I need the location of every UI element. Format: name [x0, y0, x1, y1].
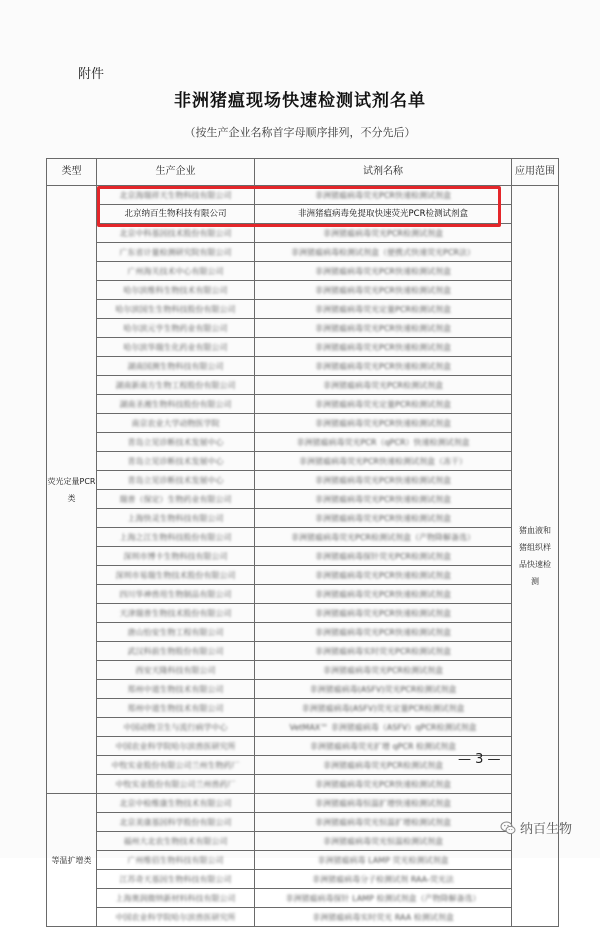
company-name: 湖南圣湘生物科技股份有限公司 [119, 399, 232, 409]
company-name: 北京海瑞祥天生物科技有限公司 [119, 190, 232, 200]
reagent-name: 非洲猪瘟病毒荧光PCR快速检测试剂盒 [315, 190, 451, 200]
reagent-name: 非洲猪瘟病毒探针荧光PCR检测试剂盒 [315, 551, 451, 561]
company-name: 上海奥润微纳新材料科技有限公司 [115, 893, 236, 903]
company-name: 北京美康基因科学股份有限公司 [119, 817, 232, 827]
company-cell [97, 851, 255, 870]
company-name: 青岛立见诊断技术发展中心 [127, 456, 224, 466]
table-row [47, 604, 559, 623]
reagent-cell [255, 376, 512, 395]
company-cell [97, 262, 255, 281]
reagent-name: 非洲猪瘟病毒荧光PCR快速检测试剂盒 [315, 342, 451, 352]
company-cell [97, 319, 255, 338]
table-row [47, 376, 559, 395]
table-body [47, 186, 559, 927]
document-subtitle: （按生产企业名称首字母顺序排列，不分先后） [184, 126, 416, 139]
company-cell [97, 357, 255, 376]
reagent-name: 非洲猪瘟病毒荧光PCR快速检测试剂盒 [315, 779, 451, 789]
reagent-cell [255, 281, 512, 300]
reagent-cell [255, 623, 512, 642]
reagent-name: 非洲猪瘟病毒检测试剂盒（便携式快速荧光PCR法） [291, 247, 475, 257]
table-row [47, 680, 559, 699]
company-name: 西安天隆科技有限公司 [135, 665, 216, 675]
watermark [500, 818, 572, 837]
table-row [47, 490, 559, 509]
company-name: 郑州中道生物技术有限公司 [127, 684, 224, 694]
reagent-cell [255, 395, 512, 414]
table-row [47, 794, 559, 813]
company-name: 瑞普（保定）生物药业有限公司 [119, 494, 232, 504]
reagent-name: 非洲猪瘟病毒荧光PCR快速检测试剂盒 [315, 627, 451, 637]
reagent-cell [255, 452, 512, 471]
company-name: 江苏奇天基因生物科技有限公司 [119, 874, 232, 884]
table-row [47, 547, 559, 566]
watermark-text: 纳百生物 [520, 822, 573, 837]
reagent-cell [255, 433, 512, 452]
company-cell [97, 813, 255, 832]
header-reagent: 试剂名称 [255, 159, 512, 186]
table-row [47, 395, 559, 414]
reagent-name: 非洲猪瘟病毒荧光PCR检测试剂盒 [323, 665, 443, 675]
company-name: 福州大北农生物技术有限公司 [123, 836, 228, 846]
table-row [47, 433, 559, 452]
company-name: 北京中检维康生物技术有限公司 [119, 798, 232, 808]
reagent-cell [255, 642, 512, 661]
reagent-cell [255, 262, 512, 281]
reagent-cell [255, 338, 512, 357]
reagent-cell [255, 319, 512, 338]
company-cell [97, 794, 255, 813]
company-cell [97, 471, 255, 490]
reagent-cell [255, 699, 512, 718]
table-row [47, 661, 559, 680]
company-name: 青岛立见诊断技术发展中心 [127, 475, 224, 485]
reagent-name: 非洲猪瘟病毒(ASFV)荧光定量PCR检测试剂盒 [301, 703, 465, 713]
table-row [47, 889, 559, 908]
table-row [47, 623, 559, 642]
reagent-name: 非洲猪瘟病毒分子检测试剂 RAA-荧光法 [312, 874, 454, 884]
table-row [47, 585, 559, 604]
company-name: 湖南国测生物科技有限公司 [127, 361, 224, 371]
company-name: 深圳市易瑞生物技术股份有限公司 [115, 570, 236, 580]
header-type: 类型 [47, 159, 97, 186]
type-cell: 等温扩增类 [47, 794, 97, 927]
reagent-cell [255, 585, 512, 604]
reagent-name: 非洲猪瘟病毒荧光PCR检测试剂盒 [323, 228, 443, 238]
reagent-name: 非洲猪瘟病毒荧光PCR快速检测试剂盒 [315, 475, 451, 485]
table-row [47, 870, 559, 889]
reagent-cell [255, 604, 512, 623]
table-row [47, 699, 559, 718]
company-name: 四川华神兽用生物制品有限公司 [119, 589, 232, 599]
scope-cell: 猪血液和猪组织样品快速检测 [512, 186, 559, 927]
reagent-cell [255, 414, 512, 433]
reagent-name: 非洲猪瘟病毒荧光PCR快速检测试剂盒 [315, 285, 451, 295]
company-name: 哈尔滨华瑞生化药业有限公司 [123, 342, 228, 352]
table-row [47, 642, 559, 661]
reagent-name: 非洲猪瘟病毒免提取快速荧光PCR检测试剂盒 [298, 209, 468, 219]
table-row [47, 262, 559, 281]
table-row [47, 243, 559, 262]
company-cell [97, 756, 255, 775]
company-cell [97, 585, 255, 604]
reagent-name: 非洲猪瘟病毒荧光恒温扩增检测试剂盒 [315, 817, 451, 827]
reagent-name: 非洲猪瘟病毒荧光PCR快速检测试剂盒 [315, 361, 451, 371]
reagent-cell [255, 528, 512, 547]
company-name: 深圳市博卡生物科技有限公司 [123, 551, 228, 561]
reagent-name: 非洲猪瘟病毒荧光PCR快速检测试剂盒 [315, 608, 451, 618]
table-row [47, 452, 559, 471]
reagent-name: 非洲猪瘟病毒实时荧光PCR检测试剂盒 [315, 646, 451, 656]
company-name: 北京纳百生物科技有限公司 [124, 209, 227, 219]
table-row [47, 718, 559, 737]
type-cell: 荧光定量PCR类 [47, 186, 97, 794]
reagent-cell [255, 357, 512, 376]
company-cell [97, 528, 255, 547]
company-cell [97, 737, 255, 756]
reagent-cell [255, 300, 512, 319]
reagent-cell [255, 661, 512, 680]
reagent-cell [255, 775, 512, 794]
reagent-name: 非洲猪瘟病毒实时荧光 RAA 检测试剂盒 [312, 912, 454, 922]
reagent-name: 非洲猪瘟病毒荧光PCR快速检测试剂盒 [315, 494, 451, 504]
reagent-cell [255, 870, 512, 889]
table-row [47, 338, 559, 357]
company-cell [97, 243, 255, 262]
company-name: 广州海关技术中心有限公司 [127, 266, 224, 276]
company-name: 广东省计量检测研究院有限公司 [119, 247, 232, 257]
company-cell [97, 338, 255, 357]
company-name: 中国动物卫生与流行病学中心 [123, 722, 228, 732]
company-cell [97, 623, 255, 642]
company-cell [97, 452, 255, 471]
company-name: 中牧实业股份有限公司兰州兽药厂 [115, 779, 236, 789]
reagent-name: 非洲猪瘟病毒荧光PCR快速检测试剂盒 [315, 513, 451, 523]
table-row [47, 566, 559, 585]
page-number: — 3 — [458, 752, 501, 767]
header-scope: 应用范围 [512, 159, 559, 186]
company-name: 中国农业科学院哈尔滨兽医研究所 [115, 741, 236, 751]
company-cell [97, 490, 255, 509]
reagent-cell [255, 566, 512, 585]
reagent-name: 非洲猪瘟病毒荧光扩增 qPCR 检测试剂盒 [309, 741, 457, 751]
attachment-label: 附件 [78, 67, 105, 82]
company-name: 唐山怡安生物工程有限公司 [127, 627, 224, 637]
reagent-name: 非洲猪瘟病毒荧光恒温检测试剂盒 [323, 836, 443, 846]
reagent-cell [255, 490, 512, 509]
reagent-cell [255, 813, 512, 832]
company-name: 中牧实业股份有限公司兰州生物药厂 [111, 760, 240, 770]
wechat-icon [500, 820, 516, 836]
table-row [47, 414, 559, 433]
reagent-name: 非洲猪瘟病毒荧光PCR快速检测试剂盒 [315, 418, 451, 428]
reagent-name: 非洲猪瘟病毒荧光PCR检测试剂盒 [323, 760, 443, 770]
company-cell [97, 699, 255, 718]
company-name: 湖南新南方生物工程股份有限公司 [115, 380, 236, 390]
company-cell [97, 908, 255, 927]
table-row [47, 851, 559, 870]
reagent-name: 非洲猪瘟病毒荧光PCR快速检测试剂盒 [315, 266, 451, 276]
reagent-cell [255, 509, 512, 528]
company-name: 哈尔滨国生生物科技股份有限公司 [115, 304, 236, 314]
document-title: 非洲猪瘟现场快速检测试剂名单 [174, 91, 426, 111]
reagent-cell [255, 889, 512, 908]
table-row [47, 528, 559, 547]
reagent-name: 非洲猪瘟病毒荧光PCR快速检测试剂盒 [315, 323, 451, 333]
reagent-name: 非洲猪瘟病毒荧光PCR快速检测试剂盒 [315, 570, 451, 580]
reagent-cell [255, 471, 512, 490]
reagent-cell [255, 680, 512, 699]
table-row [47, 832, 559, 851]
company-cell [97, 661, 255, 680]
company-name: 武汉科前生物股份有限公司 [127, 646, 224, 656]
reagent-name: 非洲猪瘟病毒(ASFV)荧光PCR检测试剂盒 [309, 684, 457, 694]
company-cell [97, 718, 255, 737]
company-name: 青岛立见诊断技术发展中心 [127, 437, 224, 447]
company-cell [97, 832, 255, 851]
reagent-cell [255, 547, 512, 566]
company-name: 天津瑞普生物技术股份有限公司 [119, 608, 232, 618]
company-name: 哈尔滨维科生物技术有限公司 [123, 285, 228, 295]
reagent-name: 非洲猪瘟病毒探针 LAMP 检测试剂盒（产物降解备选） [285, 893, 481, 903]
company-cell [97, 281, 255, 300]
company-cell [97, 376, 255, 395]
company-name: 广州维佰生物科技有限公司 [127, 855, 224, 865]
table-header-row [47, 159, 559, 186]
table-row [47, 357, 559, 376]
company-name: 南京农业大学动物医学院 [131, 418, 220, 428]
company-name: 上海之江生物科技股份有限公司 [119, 532, 232, 542]
company-cell [97, 775, 255, 794]
company-cell [97, 889, 255, 908]
company-cell [97, 509, 255, 528]
company-cell [97, 604, 255, 623]
company-cell [97, 642, 255, 661]
table-row [47, 813, 559, 832]
company-cell [97, 395, 255, 414]
reagent-cell [255, 794, 512, 813]
reagent-name: 非洲猪瘟病毒荧光PCR快速检测试剂盒 [315, 589, 451, 599]
reagent-name: 非洲猪瘟病毒荧光定量PCR检测试剂盒 [315, 399, 451, 409]
reagent-cell [255, 718, 512, 737]
reagent-cell [255, 243, 512, 262]
company-cell [97, 566, 255, 585]
table-row [47, 775, 559, 794]
reagent-table [46, 158, 559, 927]
table-row [47, 300, 559, 319]
company-name: 郑州中道生物技术有限公司 [127, 703, 224, 713]
company-cell [97, 433, 255, 452]
company-name: 中国农业科学院哈尔滨兽医研究所 [115, 912, 236, 922]
reagent-name: 非洲猪瘟病毒荧光PCR检测试剂盒 [323, 380, 443, 390]
highlight-box [97, 186, 501, 227]
header-company: 生产企业 [97, 159, 255, 186]
reagent-name: 非洲猪瘟病毒恒温扩增快速检测试剂盒 [315, 798, 451, 808]
company-cell [97, 547, 255, 566]
table-row [47, 509, 559, 528]
company-name: 哈尔滨元亨生物药业有限公司 [123, 323, 228, 333]
reagent-name: 非洲猪瘟病毒荧光PCR（qPCR）快速检测试剂盒 [296, 437, 470, 447]
company-cell [97, 870, 255, 889]
reagent-cell [255, 851, 512, 870]
reagent-cell [255, 832, 512, 851]
company-name: 北京中科基因技术股份有限公司 [119, 228, 232, 238]
company-name: 上海快灵生物科技有限公司 [127, 513, 224, 523]
table-row [47, 471, 559, 490]
company-cell [97, 680, 255, 699]
table-row [47, 908, 559, 927]
company-cell [97, 300, 255, 319]
reagent-name: 非洲猪瘟病毒荧光定量PCR检测试剂盒 [315, 304, 451, 314]
reagent-name: 非洲猪瘟病毒荧光PCR快速检测试剂盒（冻干） [299, 456, 467, 466]
table-row [47, 281, 559, 300]
company-cell [97, 414, 255, 433]
reagent-name: 非洲猪瘟病毒荧光PCR检测试剂盒（产物降解备选） [291, 532, 475, 542]
reagent-name: 非洲猪瘟病毒 LAMP 荧光检测试剂盒 [317, 855, 449, 865]
table-row [47, 319, 559, 338]
reagent-name: VetMAX™ 非洲猪瘟病毒（ASFV）qPCR检测试剂盒 [289, 722, 477, 732]
reagent-cell [255, 908, 512, 927]
